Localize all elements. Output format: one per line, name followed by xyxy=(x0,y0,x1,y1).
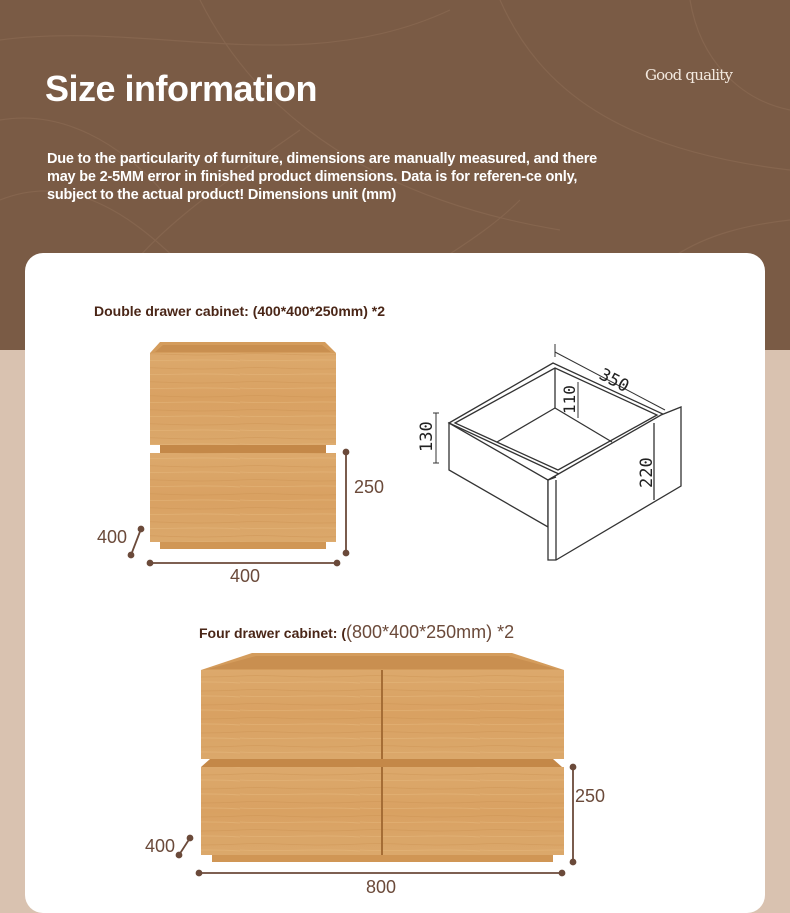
drawing-shape xyxy=(208,656,556,669)
drawing-shape xyxy=(212,855,553,862)
drawing-shape xyxy=(131,529,141,555)
drawing-shape xyxy=(201,759,562,767)
drawing-shape xyxy=(129,553,134,558)
drawing-shape xyxy=(188,836,193,841)
drawing-shape xyxy=(571,765,576,770)
drawing-shape xyxy=(160,542,326,549)
double-cabinet-width: 400 xyxy=(230,566,261,586)
four-cabinet-label-dims: (800*400*250mm) *2 xyxy=(346,622,515,642)
drawing-shape xyxy=(335,561,340,566)
drawer-side-height-label: 130 xyxy=(417,421,437,452)
double-cabinet-image xyxy=(150,342,336,549)
drawing-shape xyxy=(148,561,153,566)
brand-tagline: Good quality xyxy=(645,66,733,84)
drawing-shape xyxy=(344,551,349,556)
drawer-front-height-label: 220 xyxy=(637,457,657,488)
drawer-length-label: 350 xyxy=(595,364,633,397)
drawing-shape xyxy=(150,453,336,542)
drawing-shape xyxy=(381,670,383,759)
four-cabinet-label-bold: Four drawer cabinet: ( xyxy=(199,625,347,641)
page-title: Size information xyxy=(45,68,318,109)
drawing-shape xyxy=(139,527,144,532)
drawing-shape xyxy=(560,871,565,876)
drawing-shape xyxy=(344,450,349,455)
drawer-inner-height-label: 110 xyxy=(560,385,579,414)
four-cabinet-depth: 400 xyxy=(145,836,176,856)
double-cabinet-label: Double drawer cabinet: (400*400*250mm) *2 xyxy=(94,303,386,319)
drawing-shape xyxy=(381,767,383,855)
drawing-shape xyxy=(177,853,182,858)
drawing-shape xyxy=(197,871,202,876)
description-text: Due to the particularity of furniture, dimensions are manually measured, and there may be 2-5MM error in finished product dimensions. Data is for referen-ce only, subject to the actual product! Dimensions unit (mm) xyxy=(47,151,598,203)
drawer-line-diagram xyxy=(433,344,681,560)
four-cabinet-height: 250 xyxy=(575,786,606,806)
four-cabinet-width: 800 xyxy=(366,877,397,897)
drawing-shape xyxy=(155,345,331,352)
four-cabinet-image xyxy=(201,653,564,862)
drawing-shape xyxy=(150,353,336,445)
double-cabinet-height: 250 xyxy=(354,477,385,497)
drawing-shape xyxy=(571,860,576,865)
drawing-shape xyxy=(160,445,326,453)
double-cabinet-depth: 400 xyxy=(97,527,128,547)
